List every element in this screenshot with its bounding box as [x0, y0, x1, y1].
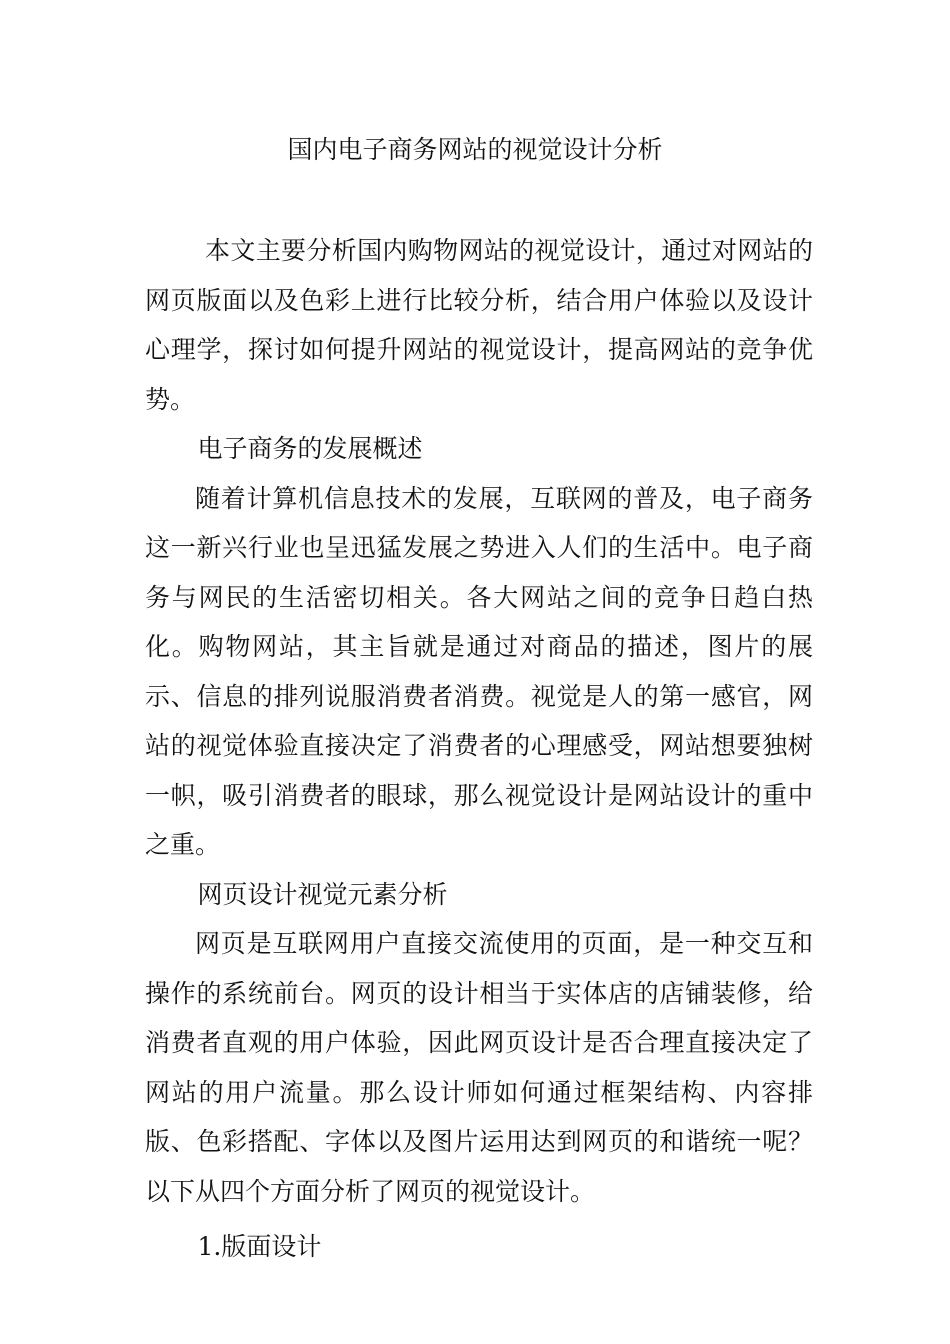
- abstract-paragraph: 本文主要分析国内购物网站的视觉设计，通过对网站的网页版面以及色彩上进行比较分析，结合用户体验以及设计心理学，探讨如何提升网站的视觉设计，提高网站的竞争优势。: [145, 236, 813, 414]
- document-title: 国内电子商务网站的视觉设计分析: [287, 135, 663, 164]
- visual-elements-paragraph: 网页是互联网用户直接交流使用的页面，是一种交互和操作的系统前台。网页的设计相当于实体店的店铺装修，给消费者直观的用户体验，因此网页设计是否合理直接决定了网站的用户流量。那么设计师如何通过框架结构、内容排版、色彩搭配、字体以及图片运用达到网页的和谐统一呢？以下从四个方面分析了网页的视觉设计。: [145, 929, 813, 1206]
- subsection-heading-layout: 1.版面设计: [197, 1232, 322, 1261]
- document-body: [145, 226, 813, 1272]
- overview-paragraph: 随着计算机信息技术的发展，互联网的普及，电子商务这一新兴行业也呈迅猛发展之势进入人们的生活中。电子商务与网民的生活密切相关。各大网站之间的竞争日趋白热化。购物网站，其主旨就是通过对商品的描述，图片的展示、信息的排列说服消费者消费。视觉是人的第一感官，网站的视觉体验直接决定了消费者的心理感受，网站想要独树一帜，吸引消费者的眼球，那么视觉设计是网站设计的重中之重。: [145, 483, 813, 859]
- section-heading-visual-elements: 网页设计视觉元素分析: [197, 879, 448, 909]
- section-heading-overview: 电子商务的发展概述: [197, 434, 423, 463]
